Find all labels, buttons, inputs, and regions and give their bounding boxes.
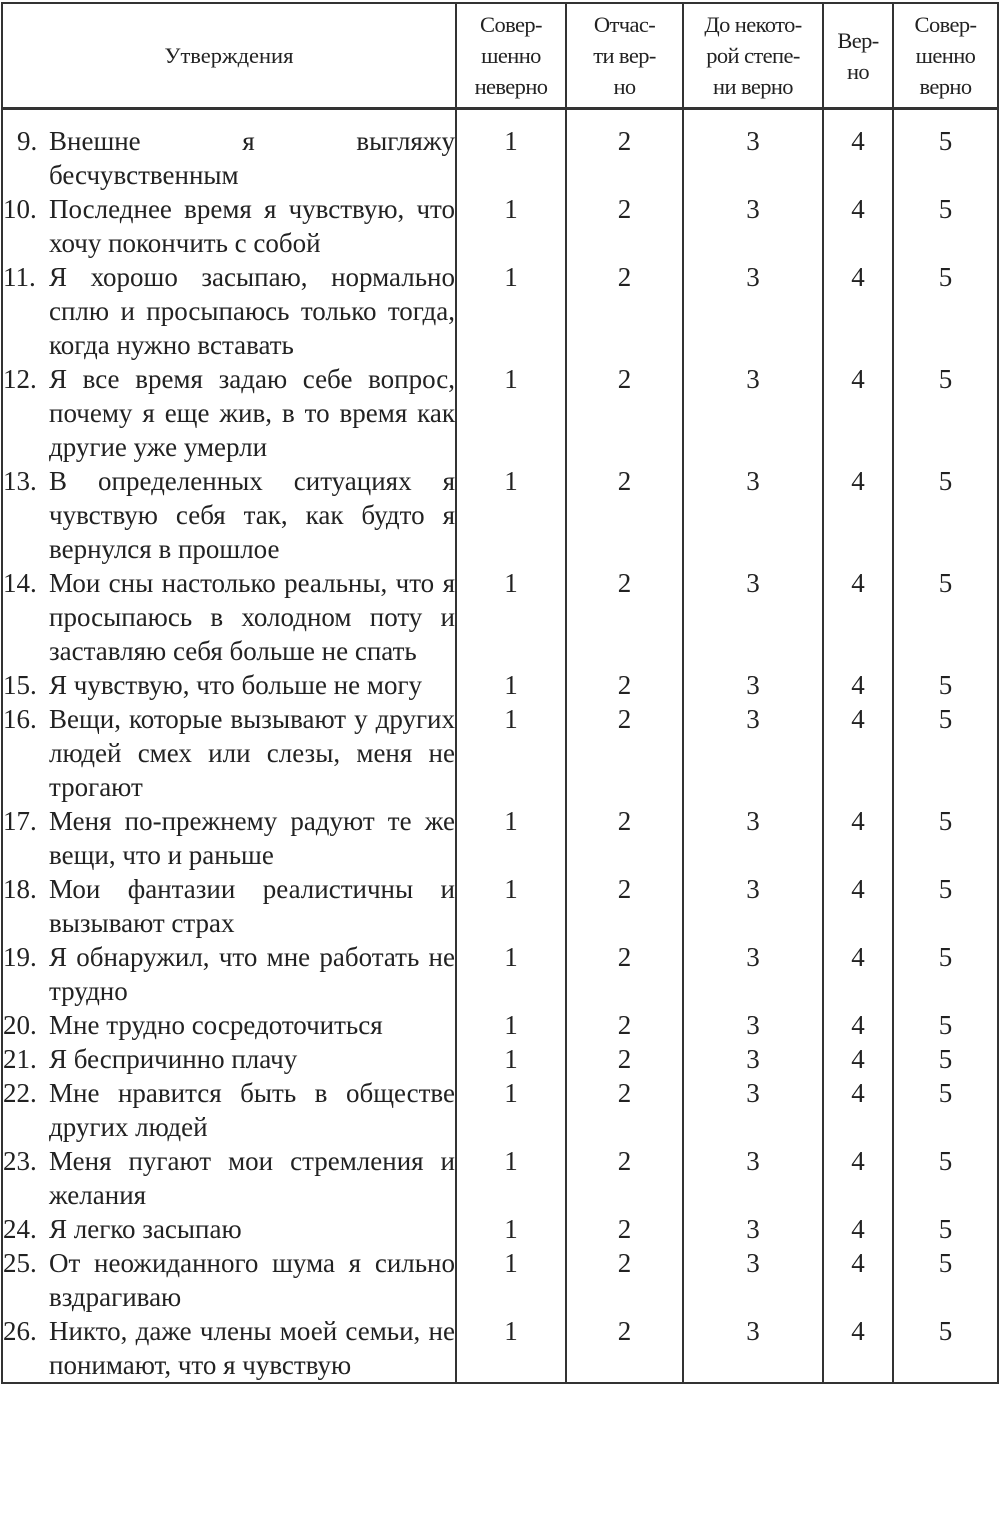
rating-option-5[interactable]: 5 bbox=[893, 362, 998, 464]
statement-item bbox=[3, 464, 455, 566]
header-option-4 bbox=[823, 3, 893, 109]
rating-option-3[interactable]: 3 bbox=[683, 566, 823, 668]
rating-option-4[interactable]: 4 bbox=[823, 1144, 893, 1212]
statement-item bbox=[3, 1246, 455, 1314]
statement-text: Мои фантазии реалистичны и вызывают страх bbox=[49, 874, 455, 938]
table-row bbox=[2, 192, 998, 260]
rating-option-5[interactable]: 5 bbox=[893, 1144, 998, 1212]
rating-option-2[interactable]: 2 bbox=[566, 1008, 683, 1042]
statement-cell bbox=[2, 109, 456, 193]
rating-option-3[interactable]: 3 bbox=[683, 804, 823, 872]
rating-option-2[interactable]: 2 bbox=[566, 702, 683, 804]
statement-text: Внешне я выгляжу бесчувственным bbox=[49, 126, 455, 190]
header-option-5 bbox=[893, 3, 998, 109]
header-option-3-line: рой степе- bbox=[706, 43, 800, 68]
rating-option-3[interactable]: 3 bbox=[683, 464, 823, 566]
questionnaire-table bbox=[1, 2, 999, 1384]
rating-option-3[interactable]: 3 bbox=[683, 1042, 823, 1076]
rating-option-3[interactable]: 3 bbox=[683, 1076, 823, 1144]
rating-option-2[interactable]: 2 bbox=[566, 1314, 683, 1383]
table-body bbox=[2, 109, 998, 1384]
rating-option-5[interactable]: 5 bbox=[893, 1314, 998, 1383]
header-option-2-line: но bbox=[613, 74, 636, 99]
rating-option-1[interactable]: 1 bbox=[456, 1212, 566, 1246]
rating-option-3[interactable]: 3 bbox=[683, 362, 823, 464]
rating-option-3[interactable]: 3 bbox=[683, 1246, 823, 1314]
rating-option-5[interactable]: 5 bbox=[893, 1042, 998, 1076]
statement-text: Я обнаружил, что мне работать не трудно bbox=[49, 942, 455, 1006]
statement-text: Я все время задаю себе вопрос, почему я еще жив, в то время как другие уже умерли bbox=[49, 364, 455, 462]
header-option-3-line: До некото- bbox=[704, 12, 802, 37]
rating-option-4[interactable]: 4 bbox=[823, 260, 893, 362]
statement-number: 10. bbox=[3, 194, 44, 224]
statement-item bbox=[3, 566, 455, 668]
rating-option-4[interactable]: 4 bbox=[823, 1246, 893, 1314]
rating-option-2[interactable]: 2 bbox=[566, 1212, 683, 1246]
rating-option-4[interactable]: 4 bbox=[823, 1314, 893, 1383]
statement-text: От неожиданного шума я сильно вздрагиваю bbox=[49, 1248, 455, 1312]
statement-cell bbox=[2, 1042, 456, 1076]
rating-option-2[interactable]: 2 bbox=[566, 1144, 683, 1212]
rating-option-5[interactable]: 5 bbox=[893, 804, 998, 872]
rating-option-3[interactable]: 3 bbox=[683, 192, 823, 260]
statement-item bbox=[3, 668, 455, 702]
header-option-2-line: ти вер- bbox=[593, 43, 656, 68]
rating-option-5[interactable]: 5 bbox=[893, 566, 998, 668]
statement-cell bbox=[2, 702, 456, 804]
rating-option-5[interactable]: 5 bbox=[893, 1008, 998, 1042]
rating-option-3[interactable]: 3 bbox=[683, 109, 823, 193]
rating-option-3[interactable]: 3 bbox=[683, 668, 823, 702]
statement-text: Последнее время я чувствую, что хочу покончить с собой bbox=[49, 194, 455, 258]
rating-option-3[interactable]: 3 bbox=[683, 1144, 823, 1212]
rating-option-4[interactable]: 4 bbox=[823, 1042, 893, 1076]
rating-option-5[interactable]: 5 bbox=[893, 464, 998, 566]
statement-item bbox=[3, 1042, 455, 1076]
rating-option-1[interactable]: 1 bbox=[456, 1144, 566, 1212]
rating-option-2[interactable]: 2 bbox=[566, 192, 683, 260]
statement-cell bbox=[2, 1008, 456, 1042]
rating-option-4[interactable]: 4 bbox=[823, 804, 893, 872]
rating-option-5[interactable]: 5 bbox=[893, 702, 998, 804]
rating-option-2[interactable]: 2 bbox=[566, 668, 683, 702]
rating-option-4[interactable]: 4 bbox=[823, 362, 893, 464]
rating-option-4[interactable]: 4 bbox=[823, 668, 893, 702]
table-row bbox=[2, 1212, 998, 1246]
statement-cell bbox=[2, 1076, 456, 1144]
statement-text: В определенных ситуациях я чувствую себя так, как будто я вернулся в прошлое bbox=[49, 466, 455, 564]
rating-option-5[interactable]: 5 bbox=[893, 872, 998, 940]
rating-option-5[interactable]: 5 bbox=[893, 109, 998, 193]
rating-option-2[interactable]: 2 bbox=[566, 804, 683, 872]
header-option-1-line: Совер- bbox=[480, 12, 542, 37]
rating-option-4[interactable]: 4 bbox=[823, 192, 893, 260]
statement-number: 22. bbox=[3, 1078, 44, 1108]
statement-number: 20. bbox=[3, 1010, 44, 1040]
statement-item bbox=[3, 124, 455, 192]
rating-option-2[interactable]: 2 bbox=[566, 1076, 683, 1144]
rating-option-1[interactable]: 1 bbox=[456, 702, 566, 804]
statement-text: Мои сны настолько реальны, что я просыпаюсь в холодном поту и заставляю себя больше не спать bbox=[49, 568, 455, 666]
table-row bbox=[2, 566, 998, 668]
table-row bbox=[2, 702, 998, 804]
statement-cell bbox=[2, 940, 456, 1008]
rating-option-1[interactable]: 1 bbox=[456, 1246, 566, 1314]
rating-option-1[interactable]: 1 bbox=[456, 1076, 566, 1144]
statement-cell bbox=[2, 872, 456, 940]
header-option-5-line: верно bbox=[919, 74, 972, 99]
statement-number: 13. bbox=[3, 466, 44, 496]
statement-text: Я чувствую, что больше не могу bbox=[49, 670, 423, 700]
rating-option-3[interactable]: 3 bbox=[683, 702, 823, 804]
statement-cell bbox=[2, 1144, 456, 1212]
rating-option-4[interactable]: 4 bbox=[823, 464, 893, 566]
statement-text: Меня пугают мои стремления и желания bbox=[49, 1146, 455, 1210]
statement-item bbox=[3, 260, 455, 362]
rating-option-2[interactable]: 2 bbox=[566, 566, 683, 668]
rating-option-2[interactable]: 2 bbox=[566, 1246, 683, 1314]
rating-option-4[interactable]: 4 bbox=[823, 702, 893, 804]
rating-option-1[interactable]: 1 bbox=[456, 1314, 566, 1383]
rating-option-4[interactable]: 4 bbox=[823, 940, 893, 1008]
statement-number: 16. bbox=[3, 704, 44, 734]
rating-option-1[interactable]: 1 bbox=[456, 872, 566, 940]
rating-option-1[interactable]: 1 bbox=[456, 362, 566, 464]
header-option-2 bbox=[566, 3, 683, 109]
header-option-3 bbox=[683, 3, 823, 109]
table-row bbox=[2, 1246, 998, 1314]
table-row bbox=[2, 1314, 998, 1383]
table-row bbox=[2, 464, 998, 566]
header-option-4-line: Вер- bbox=[837, 27, 879, 53]
statement-number: 26. bbox=[3, 1316, 44, 1346]
rating-option-2[interactable]: 2 bbox=[566, 362, 683, 464]
statement-number: 17. bbox=[3, 806, 44, 836]
statement-item bbox=[3, 804, 455, 872]
statement-number: 21. bbox=[3, 1044, 44, 1074]
table-row bbox=[2, 260, 998, 362]
statement-number: 14. bbox=[3, 568, 44, 598]
rating-option-3[interactable]: 3 bbox=[683, 872, 823, 940]
table-row bbox=[2, 872, 998, 940]
header-option-1-line: шенно bbox=[481, 43, 541, 68]
statement-text: Я хорошо засыпаю, нормально сплю и просыпаюсь только тогда, когда нужно вставать bbox=[49, 262, 455, 360]
statement-text: Меня по-прежнему радуют те же вещи, что и раньше bbox=[49, 806, 455, 870]
statement-text: Мне трудно сосредоточиться bbox=[49, 1010, 383, 1040]
table-row bbox=[2, 362, 998, 464]
rating-option-3[interactable]: 3 bbox=[683, 940, 823, 1008]
rating-option-5[interactable]: 5 bbox=[893, 192, 998, 260]
statement-item bbox=[3, 1076, 455, 1144]
table-row bbox=[2, 804, 998, 872]
statement-item bbox=[3, 192, 455, 260]
statement-cell bbox=[2, 362, 456, 464]
rating-option-5[interactable]: 5 bbox=[893, 1246, 998, 1314]
statement-cell bbox=[2, 260, 456, 362]
header-row bbox=[2, 3, 998, 109]
statement-cell bbox=[2, 464, 456, 566]
statement-cell bbox=[2, 804, 456, 872]
rating-option-2[interactable]: 2 bbox=[566, 940, 683, 1008]
statement-item bbox=[3, 1144, 455, 1212]
statement-item bbox=[3, 940, 455, 1008]
table-row bbox=[2, 109, 998, 193]
statement-cell bbox=[2, 1212, 456, 1246]
statement-cell bbox=[2, 1246, 456, 1314]
rating-option-3[interactable]: 3 bbox=[683, 1008, 823, 1042]
table-row bbox=[2, 1144, 998, 1212]
table-row bbox=[2, 668, 998, 702]
statement-number: 19. bbox=[3, 942, 44, 972]
rating-option-4[interactable]: 4 bbox=[823, 1008, 893, 1042]
statement-text: Я беспричинно плачу bbox=[49, 1044, 298, 1074]
rating-option-1[interactable]: 1 bbox=[456, 260, 566, 362]
statement-text: Мне нравится быть в обществе других людей bbox=[49, 1078, 455, 1142]
statement-item bbox=[3, 362, 455, 464]
statement-cell bbox=[2, 566, 456, 668]
rating-option-3[interactable]: 3 bbox=[683, 1212, 823, 1246]
rating-option-3[interactable]: 3 bbox=[683, 1314, 823, 1383]
statement-number: 18. bbox=[3, 874, 44, 904]
rating-option-1[interactable]: 1 bbox=[456, 940, 566, 1008]
rating-option-5[interactable]: 5 bbox=[893, 1212, 998, 1246]
rating-option-4[interactable]: 4 bbox=[823, 1212, 893, 1246]
rating-option-1[interactable]: 1 bbox=[456, 668, 566, 702]
header-option-3-line: ни верно bbox=[713, 74, 793, 99]
rating-option-2[interactable]: 2 bbox=[566, 1042, 683, 1076]
statement-item bbox=[3, 1314, 455, 1382]
statement-number: 25. bbox=[3, 1248, 44, 1278]
statement-number: 23. bbox=[3, 1146, 44, 1176]
statement-number: 12. bbox=[3, 364, 44, 394]
rating-option-4[interactable]: 4 bbox=[823, 566, 893, 668]
rating-option-1[interactable]: 1 bbox=[456, 566, 566, 668]
header-option-4-line: но bbox=[846, 58, 870, 84]
statement-item bbox=[3, 872, 455, 940]
rating-option-2[interactable]: 2 bbox=[566, 464, 683, 566]
table-row bbox=[2, 1076, 998, 1144]
rating-option-2[interactable]: 2 bbox=[566, 109, 683, 193]
rating-option-2[interactable]: 2 bbox=[566, 872, 683, 940]
header-option-1 bbox=[456, 3, 566, 109]
rating-option-5[interactable]: 5 bbox=[893, 668, 998, 702]
statement-number: 15. bbox=[3, 670, 44, 700]
rating-option-4[interactable]: 4 bbox=[823, 109, 893, 193]
rating-option-3[interactable]: 3 bbox=[683, 260, 823, 362]
rating-option-4[interactable]: 4 bbox=[823, 872, 893, 940]
statement-cell bbox=[2, 1314, 456, 1383]
rating-option-5[interactable]: 5 bbox=[893, 940, 998, 1008]
statement-item bbox=[3, 1008, 455, 1042]
rating-option-5[interactable]: 5 bbox=[893, 260, 998, 362]
rating-option-1[interactable]: 1 bbox=[456, 192, 566, 260]
rating-option-2[interactable]: 2 bbox=[566, 260, 683, 362]
statement-cell bbox=[2, 192, 456, 260]
statement-text: Никто, даже члены моей семьи, не понимают, что я чувствую bbox=[49, 1316, 455, 1380]
table-row bbox=[2, 1042, 998, 1076]
header-option-2-line: Отчас- bbox=[593, 12, 656, 37]
rating-option-1[interactable]: 1 bbox=[456, 464, 566, 566]
statement-number: 11. bbox=[3, 262, 43, 292]
header-statements: Утверждения bbox=[2, 3, 456, 109]
statement-item bbox=[3, 702, 455, 804]
rating-option-1[interactable]: 1 bbox=[456, 804, 566, 872]
header-option-5-line: шенно bbox=[915, 43, 976, 68]
statement-number: 24. bbox=[3, 1214, 44, 1244]
header-option-1-line: неверно bbox=[474, 74, 548, 99]
statement-number: 9. bbox=[17, 126, 44, 156]
rating-option-1[interactable]: 1 bbox=[456, 1008, 566, 1042]
header-option-5-line: Совер- bbox=[914, 12, 977, 37]
statement-text: Я легко засыпаю bbox=[49, 1214, 242, 1244]
rating-option-1[interactable]: 1 bbox=[456, 109, 566, 193]
table-row bbox=[2, 1008, 998, 1042]
statement-text: Вещи, которые вызывают у других людей смех или слезы, меня не трогают bbox=[49, 704, 455, 802]
table-row bbox=[2, 940, 998, 1008]
rating-option-1[interactable]: 1 bbox=[456, 1042, 566, 1076]
statement-item bbox=[3, 1212, 455, 1246]
rating-option-4[interactable]: 4 bbox=[823, 1076, 893, 1144]
statement-cell bbox=[2, 668, 456, 702]
rating-option-5[interactable]: 5 bbox=[893, 1076, 998, 1144]
